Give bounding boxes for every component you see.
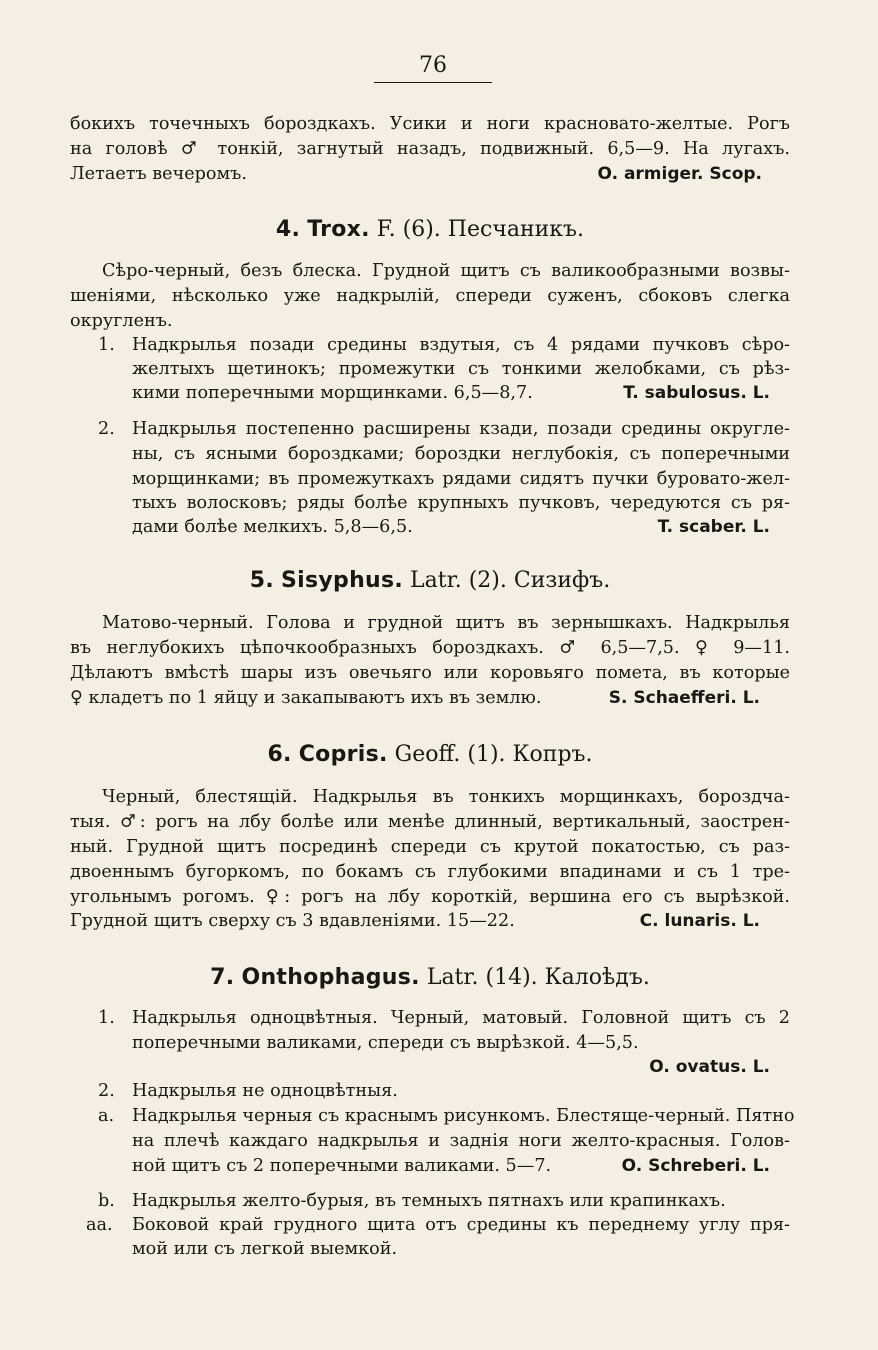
- item-number: 2.: [98, 419, 115, 439]
- genus-author: Geoff.: [394, 742, 461, 767]
- item-letter: a.: [98, 1106, 115, 1126]
- text-line: Надкрылья не одноцвѣтныя.: [132, 1081, 398, 1101]
- species-name: S. Schaefferi. L.: [608, 688, 760, 708]
- genus-number: 4.: [275, 217, 301, 242]
- text-line: ный. Грудной щитъ посрединѣ спереди съ крутой покатостью, съ раз-: [70, 837, 790, 857]
- species-name: T. scaber. L.: [657, 517, 770, 537]
- text-line: Надкрылья постепенно расширены кзади, позади средины округле-: [132, 419, 790, 439]
- text-line: тыхъ волосковъ; ряды болѣе крупныхъ пучковъ, чередуются съ ря-: [132, 493, 790, 513]
- genus-name: Sisyphus.: [281, 568, 404, 593]
- genus-name: Copris.: [298, 742, 388, 767]
- text-line: [70, 910, 790, 932]
- genus-russian-name: Калоѣдъ.: [544, 965, 650, 990]
- genus-author: Latr.: [410, 568, 462, 593]
- text-line: въ неглубокихъ цѣпочкообразныхъ бороздкахъ. ♂ 6,5—7,5. ♀ 9—11.: [70, 638, 790, 658]
- text-fragment: ной щитъ съ 2 поперечными валиками. 5—7.: [132, 1156, 552, 1176]
- genus-heading: [70, 216, 790, 244]
- item-number: 1.: [98, 1008, 115, 1028]
- genus-number: 5.: [249, 568, 274, 593]
- text-line: Боковой край грудного щита отъ средины къ переднему углу пря-: [132, 1215, 790, 1235]
- text-line: Надкрылья одноцвѣтныя. Черный, матовый. Головной щитъ съ 2: [132, 1008, 790, 1028]
- species-name: O. armiger. Scop.: [597, 164, 762, 184]
- genus-heading: [70, 741, 790, 769]
- item-number: 1.: [98, 335, 115, 355]
- text-line: тыя. ♂: рогъ на лбу болѣе или менѣе длинный, вертикальный, заострен-: [70, 812, 790, 832]
- text-line: [132, 1056, 790, 1078]
- text-line: [70, 687, 790, 709]
- text-line: желтыхъ щетинокъ; промежутки съ тонкими желобками, съ рѣз-: [132, 359, 790, 379]
- text-line: Надкрылья желто-бурыя, въ темныхъ пятнахъ или крапинкахъ.: [132, 1191, 726, 1211]
- species-name: C. lunaris. L.: [639, 911, 760, 931]
- genus-heading: [70, 964, 790, 992]
- genus-number: 6.: [267, 742, 292, 767]
- text-line: на плечѣ каждаго надкрылья и заднія ноги желто-красныя. Голов-: [132, 1131, 790, 1151]
- genus-name: Trox.: [307, 217, 370, 242]
- species-count: (1).: [467, 742, 506, 767]
- genus-number: 7.: [210, 965, 235, 990]
- species-name: O. ovatus. L.: [649, 1057, 770, 1077]
- text-line: двоеннымъ бугоркомъ, по бокамъ съ глубокими впадинами и съ 1 тре-: [70, 862, 790, 882]
- text-line: [132, 516, 790, 538]
- species-count: (14).: [485, 965, 538, 990]
- page-number: 76: [374, 52, 492, 83]
- species-count: (2).: [468, 568, 507, 593]
- text-line: Дѣлаютъ вмѣстѣ шары изъ овечьяго или коровьяго помета, въ которые: [70, 663, 790, 683]
- text-line: Черный, блестящій. Надкрылья въ тонкихъ морщинкахъ, бороздча-: [102, 787, 790, 807]
- text-line: округленъ.: [70, 311, 173, 331]
- text-line: Сѣро-черный, безъ блеска. Грудной щитъ съ валикообразными возвы-: [102, 261, 790, 281]
- text-line: Надкрылья черныя съ краснымъ рисункомъ. Блестяще-черный. Пятно: [132, 1106, 795, 1126]
- text-line: [70, 163, 790, 185]
- text-fragment: Летаетъ вечеромъ.: [70, 164, 247, 184]
- text-fragment: ♀ кладетъ по 1 яйцу и закапываютъ ихъ въ землю.: [70, 688, 542, 708]
- genus-russian-name: Сизифъ.: [513, 568, 611, 593]
- text-line: бокихъ точечныхъ бороздкахъ. Усики и ноги красновато-желтые. Рогъ: [70, 114, 790, 134]
- text-fragment: Грудной щитъ сверху съ 3 вдавленіями. 15—22.: [70, 911, 515, 931]
- item-letter: aa.: [86, 1215, 113, 1235]
- text-line: морщинками; въ промежуткахъ рядами сидятъ пучки буровато-жел-: [132, 469, 790, 489]
- genus-russian-name: Копръ.: [512, 742, 593, 767]
- text-line: Надкрылья позади средины вздутыя, съ 4 рядами пучковъ сѣро-: [132, 335, 790, 355]
- species-name: O. Schreberi. L.: [621, 1156, 770, 1176]
- item-number: 2.: [98, 1081, 115, 1101]
- text-line: [132, 1155, 790, 1177]
- text-fragment: дами болѣе мелкихъ. 5,8—6,5.: [132, 517, 413, 537]
- text-line: Матово-черный. Голова и грудной щитъ въ зернышкахъ. Надкрылья: [102, 613, 790, 633]
- text-line: мой или съ легкой выемкой.: [132, 1239, 398, 1259]
- text-line: на головѣ ♂ тонкій, загнутый назадъ, подвижный. 6,5—9. На лугахъ.: [70, 139, 790, 159]
- genus-russian-name: Песчаникъ.: [447, 217, 585, 242]
- text-line: поперечными валиками, спереди съ вырѣзкой. 4—5,5.: [132, 1033, 639, 1053]
- item-letter: b.: [98, 1191, 115, 1211]
- genus-name: Onthophagus.: [241, 965, 420, 990]
- text-line: угольнымъ рогомъ. ♀: рогъ на лбу короткій, вершина его съ вырѣзкой.: [70, 887, 790, 907]
- genus-author: Latr.: [426, 965, 479, 990]
- text-fragment: кими поперечными морщинками. 6,5—8,7.: [132, 383, 533, 403]
- text-line: [132, 382, 790, 404]
- species-name: T. sabulosus. L.: [623, 383, 770, 403]
- genus-author: F.: [376, 217, 396, 242]
- text-line: ны, съ ясными бороздками; бороздки неглубокія, съ поперечными: [132, 444, 790, 464]
- species-count: (6).: [402, 217, 441, 242]
- genus-heading: [70, 567, 790, 595]
- text-line: шеніями, нѣсколько уже надкрылій, спереди суженъ, сбоковъ слегка: [70, 286, 790, 306]
